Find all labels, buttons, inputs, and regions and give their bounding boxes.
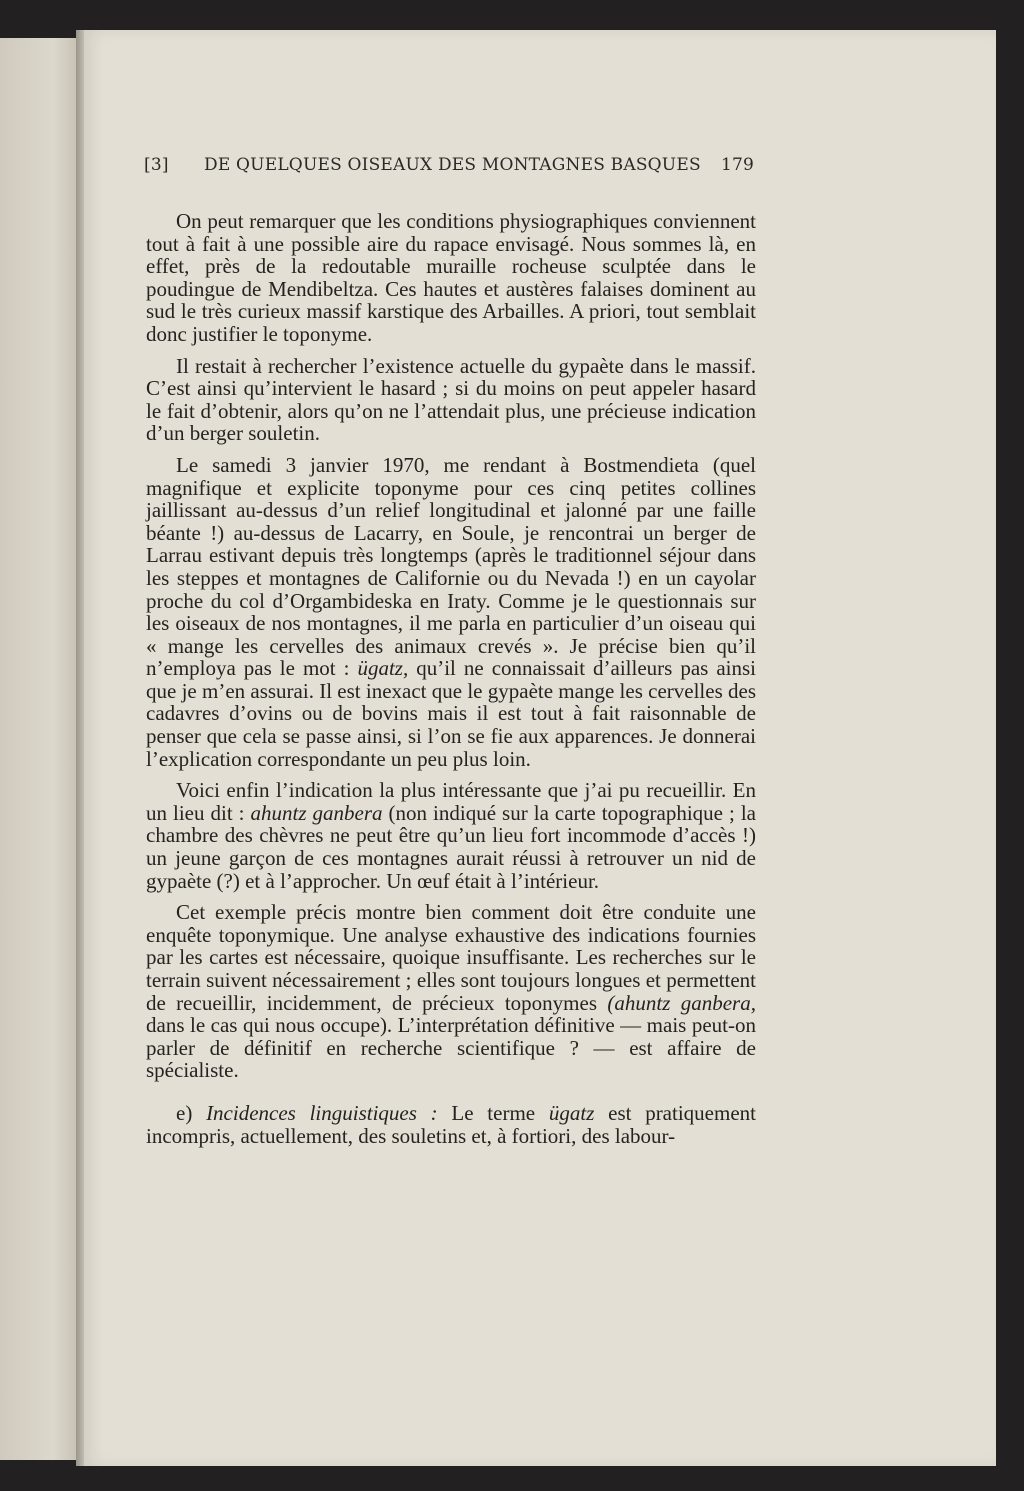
- running-header: [144, 155, 754, 185]
- paragraph: [146, 210, 756, 346]
- paragraph: [146, 355, 756, 445]
- text-run: (non indiqué sur la carte topographique ; la chambre des chèvres ne peut être qu’un lieu fort incommode d’accès !) un jeune garçon de ces montagnes aurait réussi à retrouver un nid de gypaète (?) et à l’approcher. Un œuf était à l’intérieur.: [146, 800, 757, 893]
- paragraph: [146, 901, 756, 1082]
- paragraph: [146, 454, 756, 770]
- facing-page-edge: [0, 38, 76, 1460]
- section-number: [3]: [144, 155, 169, 175]
- text-run: est pratiquement incompris, actuellement, des souletins et, à fortiori, des labour-: [146, 1100, 756, 1148]
- body-text: [146, 210, 756, 1156]
- text-run: Voici enfin l’indication la plus intéressante que j’ai pu recueillir. En un lieu dit :: [146, 778, 756, 825]
- italic-text: (ahuntz ganbera,: [607, 990, 756, 1015]
- text-run: On peut remarquer que les conditions physiographiques conviennent tout à fait à une possible aire du rapace envisagé. Nous sommes là, en effet, près de la redoutable muraille rocheuse sculptée dans le poudingue de Mendibeltza. Ces hautes et austères falaises dominent au sud le très curieux massif karstique des Arbailles. A priori, tout semblait donc justifier le toponyme.: [146, 209, 756, 346]
- italic-text: ahuntz ganbera: [250, 800, 383, 825]
- italic-text: ügatz: [548, 1100, 595, 1125]
- text-run: dans le cas qui nous occupe). L’interprétation définitive — mais peut-on parler de définitif en recherche scientifique ? — est affaire de spécialiste.: [146, 1013, 756, 1083]
- italic-text: Incidences linguistiques :: [206, 1100, 438, 1125]
- text-run: e): [176, 1100, 207, 1125]
- text-run: Le terme: [437, 1100, 549, 1125]
- italic-text: ügatz,: [357, 656, 409, 681]
- text-run: Le samedi 3 janvier 1970, me rendant à Bostmendieta (quel magnifique et explicite toponyme pour ces cinq petites collines jaillissant au-dessus d’un relief longitudinal et jalonné par une faille béante !) au-dessus de Lacarry, en Soule, je rencontrai un berger de Larrau estivant depuis très longtemps (après le traditionnel séjour dans les steppes et montagnes de Californie ou du Nevada !) en un cayolar proche du col d’Orgambideska en Iraty. Comme je le questionnais sur les oiseaux de nos montagnes, il me parla en particulier d’un oiseau qui « mange les cervelles des animaux crevés ». Je précise bien qu’il n’employa pas le mot :: [146, 452, 756, 681]
- text-run: Il restait à rechercher l’existence actuelle du gypaète dans le massif. C’est ainsi qu’intervient le hasard ; si du moins on peut appeler hasard le fait d’obtenir, alors qu’on ne l’attendait plus, une précieuse indication d’un berger souletin.: [146, 353, 756, 446]
- page-number: 179: [720, 155, 754, 175]
- paragraph: [146, 1102, 756, 1147]
- paragraph: [146, 779, 756, 892]
- text-run: qu’il ne connaissait d’ailleurs pas ainsi que je m’en assurai. Il est inexact que le gypaète mange les cervelles des cadavres d’ovins ou de bovins mais il est tout à fait raisonnable de penser que cela se passe ainsi, si l’on se fie aux apparences. Je donnerai l’explication correspondante un peu plus loin.: [146, 656, 756, 771]
- running-title: DE QUELQUES OISEAUX DES MONTAGNES BASQUES: [204, 155, 701, 175]
- text-run: Cet exemple précis montre bien comment doit être conduite une enquête toponymique. Une analyse exhaustive des indications fournies par les cartes est nécessaire, quoique insuffisante. Les recherches sur le terrain suivent nécessairement ; elles sont toujours longues et permettent de recueillir, incidemment, de précieux toponymes: [146, 900, 756, 1015]
